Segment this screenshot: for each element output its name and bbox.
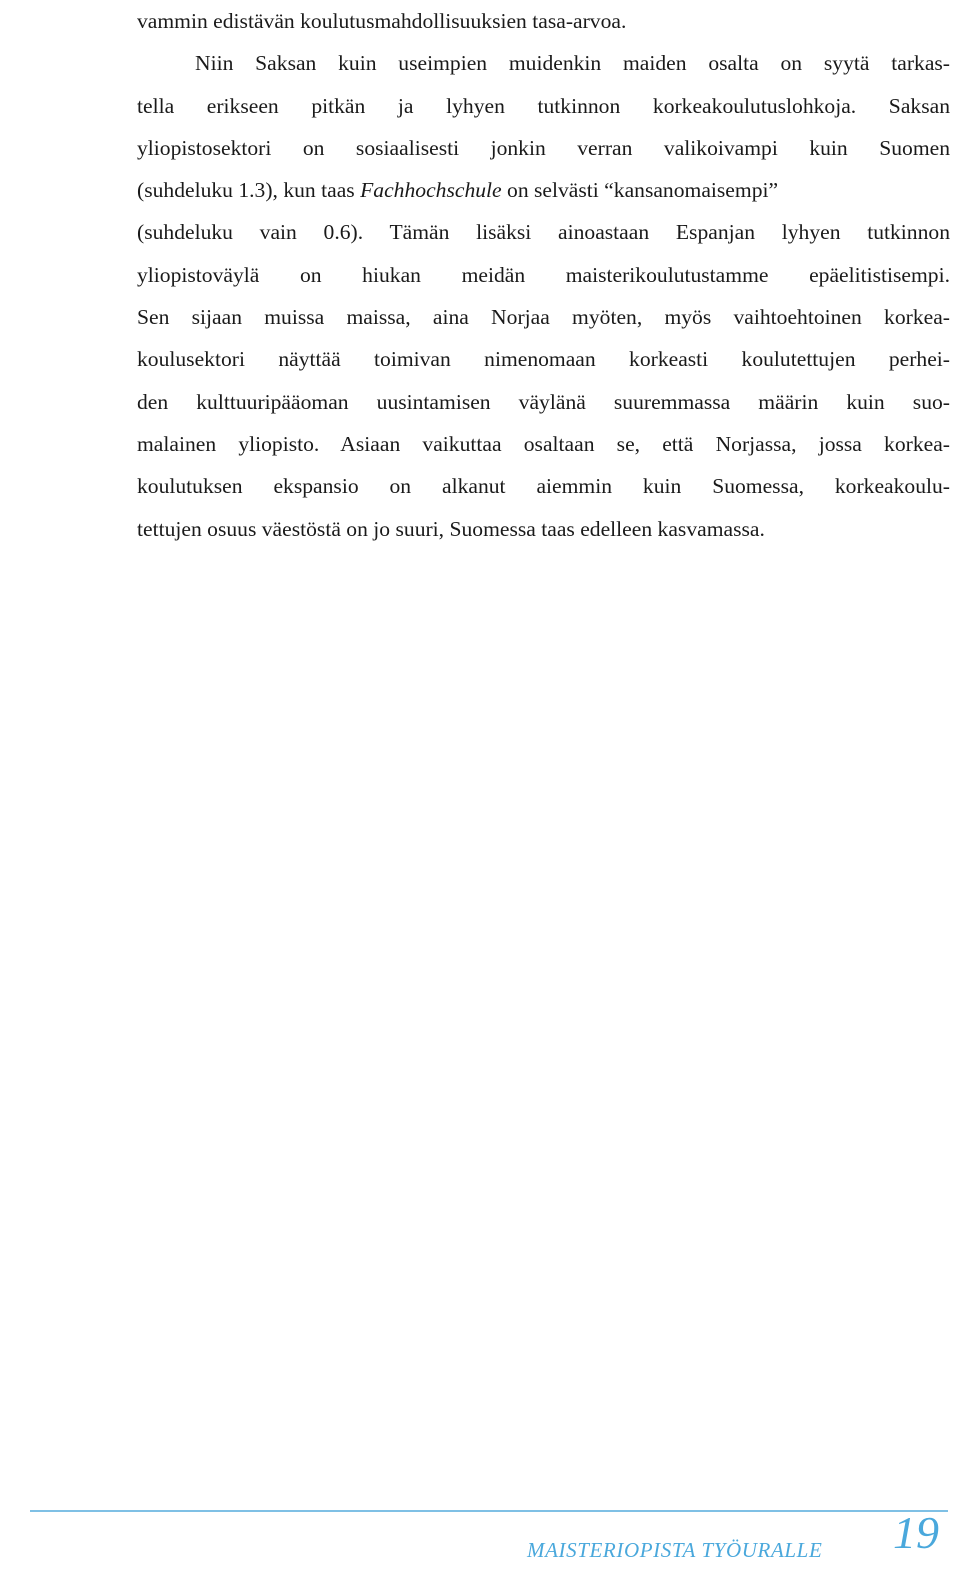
text-span: on selvästi “kansanomaisempi” <box>501 178 779 203</box>
text-line: tettujen osuus väestöstä on jo suuri, Suomessa taas edelleen kasvamassa. <box>137 516 765 541</box>
text-line: yliopistoväylä on hiukan meidän maisterikoulutustamme epäelitistisempi. <box>137 262 950 287</box>
page-number: 19 <box>893 1507 939 1558</box>
text-line: den kulttuuripääoman uusintamisen väylänä suuremmassa määrin kuin suo- <box>137 389 950 414</box>
text-line: tella erikseen pitkän ja lyhyen tutkinnon korkeakoulutuslohkoja. Saksan <box>137 93 950 118</box>
text-line: Niin Saksan kuin useimpien muidenkin maiden osalta on syytä tarkas- <box>195 51 950 76</box>
text-line: (suhdeluku vain 0.6). Tämän lisäksi ainoastaan Espanjan lyhyen tutkinnon <box>137 220 950 245</box>
footer-divider <box>30 1510 948 1512</box>
text-line-with-italic <box>137 169 950 211</box>
text-line: yliopistosektori on sosiaalisesti jonkin verran valikoivampi kuin Suomen <box>137 135 950 160</box>
italic-term: Fachhochschule <box>360 178 502 203</box>
text-line: koulutuksen ekspansio on alkanut aiemmin kuin Suomessa, korkeakoulu- <box>137 474 950 499</box>
footer-title: MAISTERIOPISTA TYÖURALLE <box>527 1538 823 1562</box>
text-line: vammin edistävän koulutusmahdollisuuksien tasa-arvoa. <box>137 9 627 33</box>
text-span: (suhdeluku 1.3), kun taas <box>137 178 361 203</box>
text-line: Sen sijaan muissa maissa, aina Norjaa myöten, myös vaihtoehtoinen korkea- <box>137 305 950 330</box>
body-text <box>137 0 950 550</box>
text-line: koulusektori näyttää toimivan nimenomaan korkeasti koulutettujen perhei- <box>137 347 950 372</box>
text-line: malainen yliopisto. Asiaan vaikuttaa osaltaan se, että Norjassa, jossa korkea- <box>137 431 950 456</box>
